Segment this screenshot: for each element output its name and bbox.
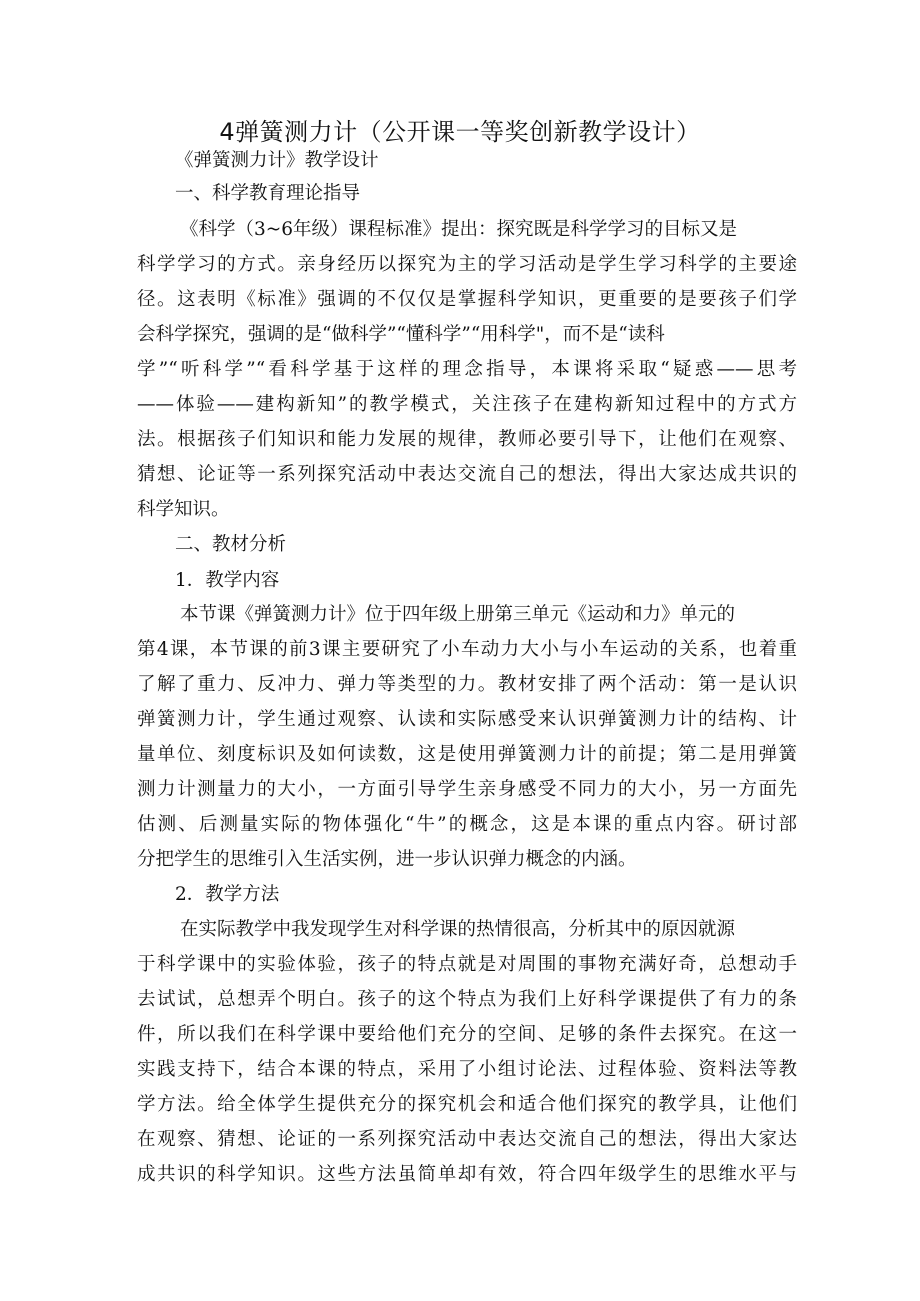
section-heading-textbook: 二、教材分析	[175, 534, 287, 555]
subsection-heading-method: 2．教学方法	[175, 884, 280, 905]
paragraph-line: 会科学探究，强调的是“做科学”“懂科学”“用科学"，而不是“读科	[137, 324, 665, 345]
paragraph-line: 于科学课中的实验体验，孩子的特点就是对周围的事物充满好奇，总想动手	[137, 954, 797, 975]
paragraph-line: 在实际教学中我发现学生对科学课的热情很高，分析其中的原因就源	[180, 919, 736, 940]
paragraph-line: 在观察、猜想、论证的一系列探究活动中表达交流自己的想法，得出大家达	[137, 1129, 797, 1150]
paragraph-line: 估测、后测量实际的物体强化“牛”的概念，这是本课的重点内容。研讨部	[137, 814, 797, 835]
paragraph-line: 件，所以我们在科学课中要给他们充分的空间、足够的条件去探究。在这一	[137, 1024, 797, 1045]
paragraph-line: 《科学（3~6年级）课程标准》提出：探究既是科学学习的目标又是	[180, 219, 738, 240]
paragraph-line: 第4课，本节课的前3课主要研究了小车动力大小与小车运动的关系，也着重	[137, 639, 797, 660]
paragraph-line: 科学知识。	[137, 499, 230, 520]
paragraph-line: 学”“听科学”“看科学基于这样的理念指导，本课将采取“疑惑——思考	[137, 359, 797, 380]
paragraph-line: ——体验——建构新知”的教学模式，关注孩子在建构新知过程中的方式方	[137, 394, 797, 415]
paragraph-line: 本节课《弹簧测力计》位于四年级上册第三单元《运动和力》单元的	[180, 604, 736, 625]
paragraph-line: 法。根据孩子们知识和能力发展的规律，教师必要引导下，让他们在观察、	[137, 429, 797, 450]
paragraph-line: 测力计测量力的大小，一方面引导学生亲身感受不同力的大小，另一方面先	[137, 779, 797, 800]
section-heading-theory: 一、科学教育理论指导	[175, 183, 361, 204]
doc-subtitle: 《弹簧测力计》教学设计	[175, 150, 379, 171]
paragraph-line: 量单位、刻度标识及如何读数，这是使用弹簧测力计的前提；第二是用弹簧	[137, 744, 797, 765]
subsection-heading-content: 1．教学内容	[175, 570, 280, 591]
document-title: 4弹簧测力计（公开课一等奖创新教学设计）	[219, 118, 701, 146]
paragraph-line: 去试试，总想弄个明白。孩子的这个特点为我们上好科学课提供了有力的条	[137, 989, 797, 1010]
paragraph-line: 弹簧测力计，学生通过观察、认读和实际感受来认识弹簧测力计的结构、计	[137, 709, 797, 730]
paragraph-line: 猜想、论证等一系列探究活动中表达交流自己的想法，得出大家达成共识的	[137, 464, 797, 485]
paragraph-line: 实践支持下，结合本课的特点，采用了小组讨论法、过程体验、资料法等教	[137, 1059, 797, 1080]
paragraph-line: 成共识的科学知识。这些方法虽简单却有效，符合四年级学生的思维水平与	[137, 1164, 797, 1185]
paragraph-line: 科学学习的方式。亲身经历以探究为主的学习活动是学生学习科学的主要途	[137, 254, 797, 275]
paragraph-line: 径。这表明《标准》强调的不仅仅是掌握科学知识，更重要的是要孩子们学	[137, 289, 797, 310]
paragraph-line: 了解了重力、反冲力、弹力等类型的力。教材安排了两个活动：第一是认识	[137, 674, 797, 695]
paragraph-line: 分把学生的思维引入生活实例，进一步认识弹力概念的内涵。	[137, 849, 637, 870]
paragraph-line: 学方法。给全体学生提供充分的探究机会和适合他们探究的教学具，让他们	[137, 1094, 797, 1115]
